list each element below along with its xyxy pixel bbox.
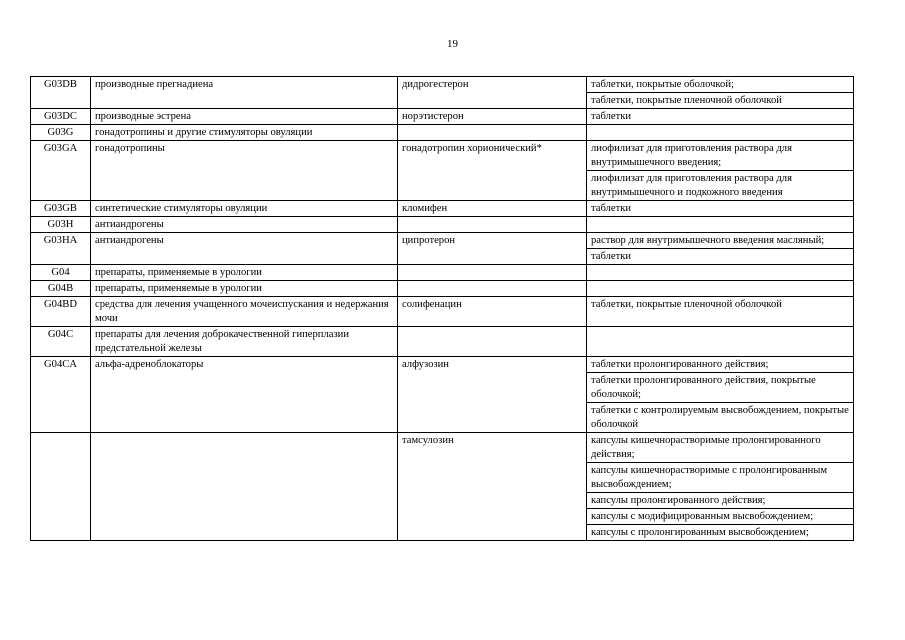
dosage-form-cell: капсулы с модифицированным высвобождением;	[587, 509, 854, 525]
atc-code-cell: G04CA	[31, 357, 91, 433]
drug-name-cell	[398, 281, 587, 297]
atc-code-cell: G04	[31, 265, 91, 281]
dosage-form-cell: таблетки, покрытые пленочной оболочкой	[587, 297, 854, 327]
dosage-form-cell: капсулы пролонгированного действия;	[587, 493, 854, 509]
group-name-cell: препараты, применяемые в урологии	[91, 281, 398, 297]
dosage-form-cell	[587, 125, 854, 141]
drug-name-cell: ципротерон	[398, 233, 587, 265]
dosage-form-cell	[587, 217, 854, 233]
table-row	[31, 357, 854, 373]
group-name-cell: антиандрогены	[91, 217, 398, 233]
dosage-form-cell: раствор для внутримышечного введения масляный;	[587, 233, 854, 249]
atc-code-cell: G03G	[31, 125, 91, 141]
group-name-cell: препараты для лечения доброкачественной гиперплазии предстательной железы	[91, 327, 398, 357]
table-row	[31, 297, 854, 327]
dosage-form-cell: капсулы кишечнорастворимые с пролонгированным высвобождением;	[587, 463, 854, 493]
dosage-form-cell: таблетки, покрытые пленочной оболочкой	[587, 93, 854, 109]
dosage-form-cell: таблетки	[587, 109, 854, 125]
group-name-cell: средства для лечения учащенного мочеиспускания и недержания мочи	[91, 297, 398, 327]
drug-table	[30, 76, 854, 541]
table-row	[31, 201, 854, 217]
atc-code-cell: G04BD	[31, 297, 91, 327]
group-name-cell: гонадотропины	[91, 141, 398, 201]
atc-code-cell: G04B	[31, 281, 91, 297]
group-name-cell: гонадотропины и другие стимуляторы овуляции	[91, 125, 398, 141]
dosage-form-cell: таблетки	[587, 201, 854, 217]
group-name-cell: антиандрогены	[91, 233, 398, 265]
group-name-cell: производные прегнадиена	[91, 77, 398, 109]
group-name-cell	[91, 433, 398, 541]
dosage-form-cell	[587, 327, 854, 357]
drug-table-body	[31, 77, 854, 541]
table-row	[31, 141, 854, 171]
drug-name-cell	[398, 217, 587, 233]
drug-name-cell	[398, 265, 587, 281]
table-row	[31, 109, 854, 125]
drug-name-cell	[398, 125, 587, 141]
table-row	[31, 77, 854, 93]
dosage-form-cell: таблетки с контролируемым высвобождением, покрытые оболочкой	[587, 403, 854, 433]
atc-code-cell: G03DB	[31, 77, 91, 109]
dosage-form-cell	[587, 265, 854, 281]
atc-code-cell: G03DC	[31, 109, 91, 125]
drug-name-cell: дидрогестерон	[398, 77, 587, 109]
drug-name-cell: кломифен	[398, 201, 587, 217]
table-row	[31, 327, 854, 357]
table-row	[31, 265, 854, 281]
table-row	[31, 233, 854, 249]
table-row	[31, 217, 854, 233]
atc-code-cell: G03HA	[31, 233, 91, 265]
dosage-form-cell: капсулы с пролонгированным высвобождением;	[587, 525, 854, 541]
drug-name-cell: норэтистерон	[398, 109, 587, 125]
table-row	[31, 125, 854, 141]
atc-code-cell: G03H	[31, 217, 91, 233]
atc-code-cell: G03GB	[31, 201, 91, 217]
dosage-form-cell: таблетки	[587, 249, 854, 265]
drug-name-cell: алфузозин	[398, 357, 587, 433]
dosage-form-cell: таблетки, покрытые оболочкой;	[587, 77, 854, 93]
atc-code-cell: G03GA	[31, 141, 91, 201]
table-row	[31, 433, 854, 463]
atc-code-cell: G04C	[31, 327, 91, 357]
group-name-cell: альфа-адреноблокаторы	[91, 357, 398, 433]
table-row	[31, 281, 854, 297]
group-name-cell: производные эстрена	[91, 109, 398, 125]
drug-name-cell	[398, 327, 587, 357]
dosage-form-cell: лиофилизат для приготовления раствора для внутримышечного и подкожного введения	[587, 171, 854, 201]
atc-code-cell	[31, 433, 91, 541]
dosage-form-cell: таблетки пролонгированного действия;	[587, 357, 854, 373]
page-number: 19	[447, 38, 458, 50]
drug-name-cell: тамсулозин	[398, 433, 587, 541]
dosage-form-cell: лиофилизат для приготовления раствора для внутримышечного введения;	[587, 141, 854, 171]
dosage-form-cell: таблетки пролонгированного действия, покрытые оболочкой;	[587, 373, 854, 403]
drug-name-cell: гонадотропин хорионический*	[398, 141, 587, 201]
group-name-cell: синтетические стимуляторы овуляции	[91, 201, 398, 217]
group-name-cell: препараты, применяемые в урологии	[91, 265, 398, 281]
dosage-form-cell: капсулы кишечнорастворимые пролонгированного действия;	[587, 433, 854, 463]
dosage-form-cell	[587, 281, 854, 297]
drug-name-cell: солифенацин	[398, 297, 587, 327]
